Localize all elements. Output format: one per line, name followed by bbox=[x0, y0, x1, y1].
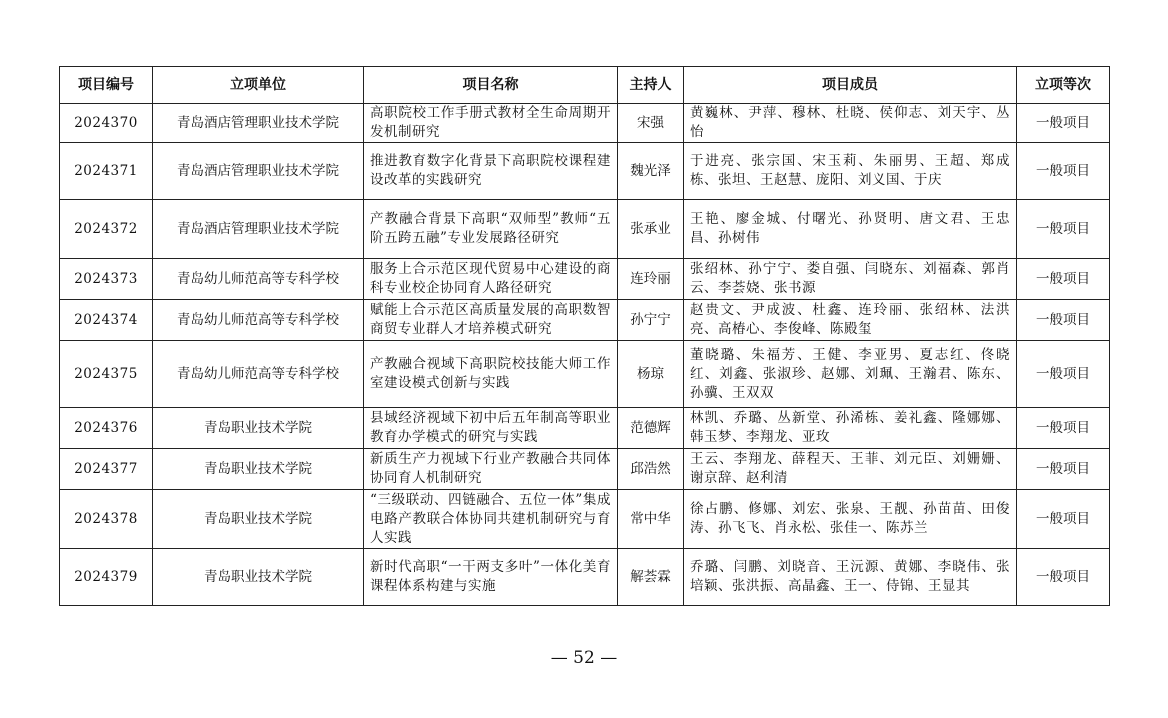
table-row bbox=[60, 449, 1110, 490]
cell-unit: 青岛幼儿师范高等专科学校 bbox=[153, 259, 364, 300]
table-row bbox=[60, 549, 1110, 606]
header-unit: 立项单位 bbox=[153, 67, 364, 104]
cell-project-name: 推进教育数字化背景下高职院校课程建设改革的实践研究 bbox=[364, 143, 618, 200]
cell-project-name: 产教融合视域下高职院校技能大师工作室建设模式创新与实践 bbox=[364, 341, 618, 408]
cell-level: 一般项目 bbox=[1017, 549, 1110, 606]
cell-unit: 青岛酒店管理职业技术学院 bbox=[153, 104, 364, 143]
cell-host: 宋强 bbox=[618, 104, 684, 143]
cell-members: 王云、李翔龙、薛程天、王菲、刘元臣、刘姗姗、谢京辞、赵利清 bbox=[684, 449, 1017, 490]
header-members: 项目成员 bbox=[684, 67, 1017, 104]
cell-project-name: 产教融合背景下高职“双师型”教师“五阶五跨五融”专业发展路径研究 bbox=[364, 200, 618, 259]
cell-unit: 青岛职业技术学院 bbox=[153, 549, 364, 606]
cell-unit: 青岛酒店管理职业技术学院 bbox=[153, 200, 364, 259]
cell-level: 一般项目 bbox=[1017, 200, 1110, 259]
cell-members: 赵贵文、尹成波、杜鑫、连玲丽、张绍林、法洪亮、高椿心、李俊峰、陈殿玺 bbox=[684, 300, 1017, 341]
cell-host: 杨琼 bbox=[618, 341, 684, 408]
project-table bbox=[59, 66, 1110, 606]
cell-members: 张绍林、孙宁宁、娄自强、闫晓东、刘福森、郭肖云、李荟娆、张书源 bbox=[684, 259, 1017, 300]
cell-project-id: 2024371 bbox=[60, 143, 153, 200]
cell-project-name: 县域经济视域下初中后五年制高等职业教育办学模式的研究与实践 bbox=[364, 408, 618, 449]
cell-level: 一般项目 bbox=[1017, 259, 1110, 300]
cell-project-name: 高职院校工作手册式教材全生命周期开发机制研究 bbox=[364, 104, 618, 143]
cell-project-id: 2024370 bbox=[60, 104, 153, 143]
header-project-id: 项目编号 bbox=[60, 67, 153, 104]
table-row bbox=[60, 408, 1110, 449]
cell-level: 一般项目 bbox=[1017, 104, 1110, 143]
cell-project-name: “三级联动、四链融合、五位一体”集成电路产教联合体协同共建机制研究与育人实践 bbox=[364, 490, 618, 549]
cell-level: 一般项目 bbox=[1017, 341, 1110, 408]
cell-project-name: 新质生产力视域下行业产教融合共同体协同育人机制研究 bbox=[364, 449, 618, 490]
cell-level: 一般项目 bbox=[1017, 408, 1110, 449]
cell-project-name: 服务上合示范区现代贸易中心建设的商科专业校企协同育人路径研究 bbox=[364, 259, 618, 300]
table-row bbox=[60, 300, 1110, 341]
page-number: — 52 — bbox=[550, 648, 618, 668]
cell-project-id: 2024372 bbox=[60, 200, 153, 259]
cell-project-name: 赋能上合示范区高质量发展的高职数智商贸专业群人才培养模式研究 bbox=[364, 300, 618, 341]
table-row bbox=[60, 341, 1110, 408]
cell-members: 于进亮、张宗国、宋玉莉、朱丽男、王超、郑成栋、张坦、王赵慧、庞阳、刘义国、于庆 bbox=[684, 143, 1017, 200]
cell-host: 张承业 bbox=[618, 200, 684, 259]
cell-unit: 青岛职业技术学院 bbox=[153, 449, 364, 490]
cell-project-id: 2024379 bbox=[60, 549, 153, 606]
cell-project-id: 2024375 bbox=[60, 341, 153, 408]
cell-host: 邱浩然 bbox=[618, 449, 684, 490]
cell-members: 董晓璐、朱福芳、王健、李亚男、夏志红、佟晓红、刘鑫、张淑珍、赵娜、刘珮、王瀚君、陈东、孙骥、王双双 bbox=[684, 341, 1017, 408]
table-row bbox=[60, 490, 1110, 549]
header-project-name: 项目名称 bbox=[364, 67, 618, 104]
header-level: 立项等次 bbox=[1017, 67, 1110, 104]
cell-project-id: 2024374 bbox=[60, 300, 153, 341]
cell-unit: 青岛幼儿师范高等专科学校 bbox=[153, 341, 364, 408]
cell-members: 黄巍林、尹萍、穆林、杜晓、侯仰志、刘天宇、丛怡 bbox=[684, 104, 1017, 143]
header-host: 主持人 bbox=[618, 67, 684, 104]
cell-level: 一般项目 bbox=[1017, 449, 1110, 490]
cell-members: 乔璐、闫鹏、刘晓音、王沅源、黄娜、李晓伟、张培颖、张洪振、高晶鑫、王一、侍锦、王显其 bbox=[684, 549, 1017, 606]
cell-level: 一般项目 bbox=[1017, 300, 1110, 341]
cell-project-name: 新时代高职“一干两支多叶”一体化美育课程体系构建与实施 bbox=[364, 549, 618, 606]
cell-project-id: 2024373 bbox=[60, 259, 153, 300]
table-row bbox=[60, 104, 1110, 143]
cell-host: 孙宁宁 bbox=[618, 300, 684, 341]
table-header-row bbox=[60, 67, 1110, 104]
table-row bbox=[60, 200, 1110, 259]
cell-unit: 青岛职业技术学院 bbox=[153, 490, 364, 549]
cell-unit: 青岛幼儿师范高等专科学校 bbox=[153, 300, 364, 341]
cell-members: 徐占鹏、修娜、刘宏、张泉、王靓、孙苗苗、田俊涛、孙飞飞、肖永松、张佳一、陈苏兰 bbox=[684, 490, 1017, 549]
cell-project-id: 2024378 bbox=[60, 490, 153, 549]
cell-project-id: 2024376 bbox=[60, 408, 153, 449]
table-row bbox=[60, 143, 1110, 200]
cell-unit: 青岛酒店管理职业技术学院 bbox=[153, 143, 364, 200]
cell-host: 常中华 bbox=[618, 490, 684, 549]
cell-unit: 青岛职业技术学院 bbox=[153, 408, 364, 449]
cell-members: 林凯、乔璐、丛新堂、孙浠栋、姜礼鑫、隆娜娜、韩玉梦、李翔龙、亚玫 bbox=[684, 408, 1017, 449]
cell-project-id: 2024377 bbox=[60, 449, 153, 490]
cell-level: 一般项目 bbox=[1017, 143, 1110, 200]
cell-members: 王艳、廖金城、付曙光、孙贤明、唐文君、王忠昌、孙树伟 bbox=[684, 200, 1017, 259]
cell-host: 范德辉 bbox=[618, 408, 684, 449]
cell-host: 连玲丽 bbox=[618, 259, 684, 300]
table-row bbox=[60, 259, 1110, 300]
cell-host: 解荟霖 bbox=[618, 549, 684, 606]
cell-level: 一般项目 bbox=[1017, 490, 1110, 549]
cell-host: 魏光泽 bbox=[618, 143, 684, 200]
